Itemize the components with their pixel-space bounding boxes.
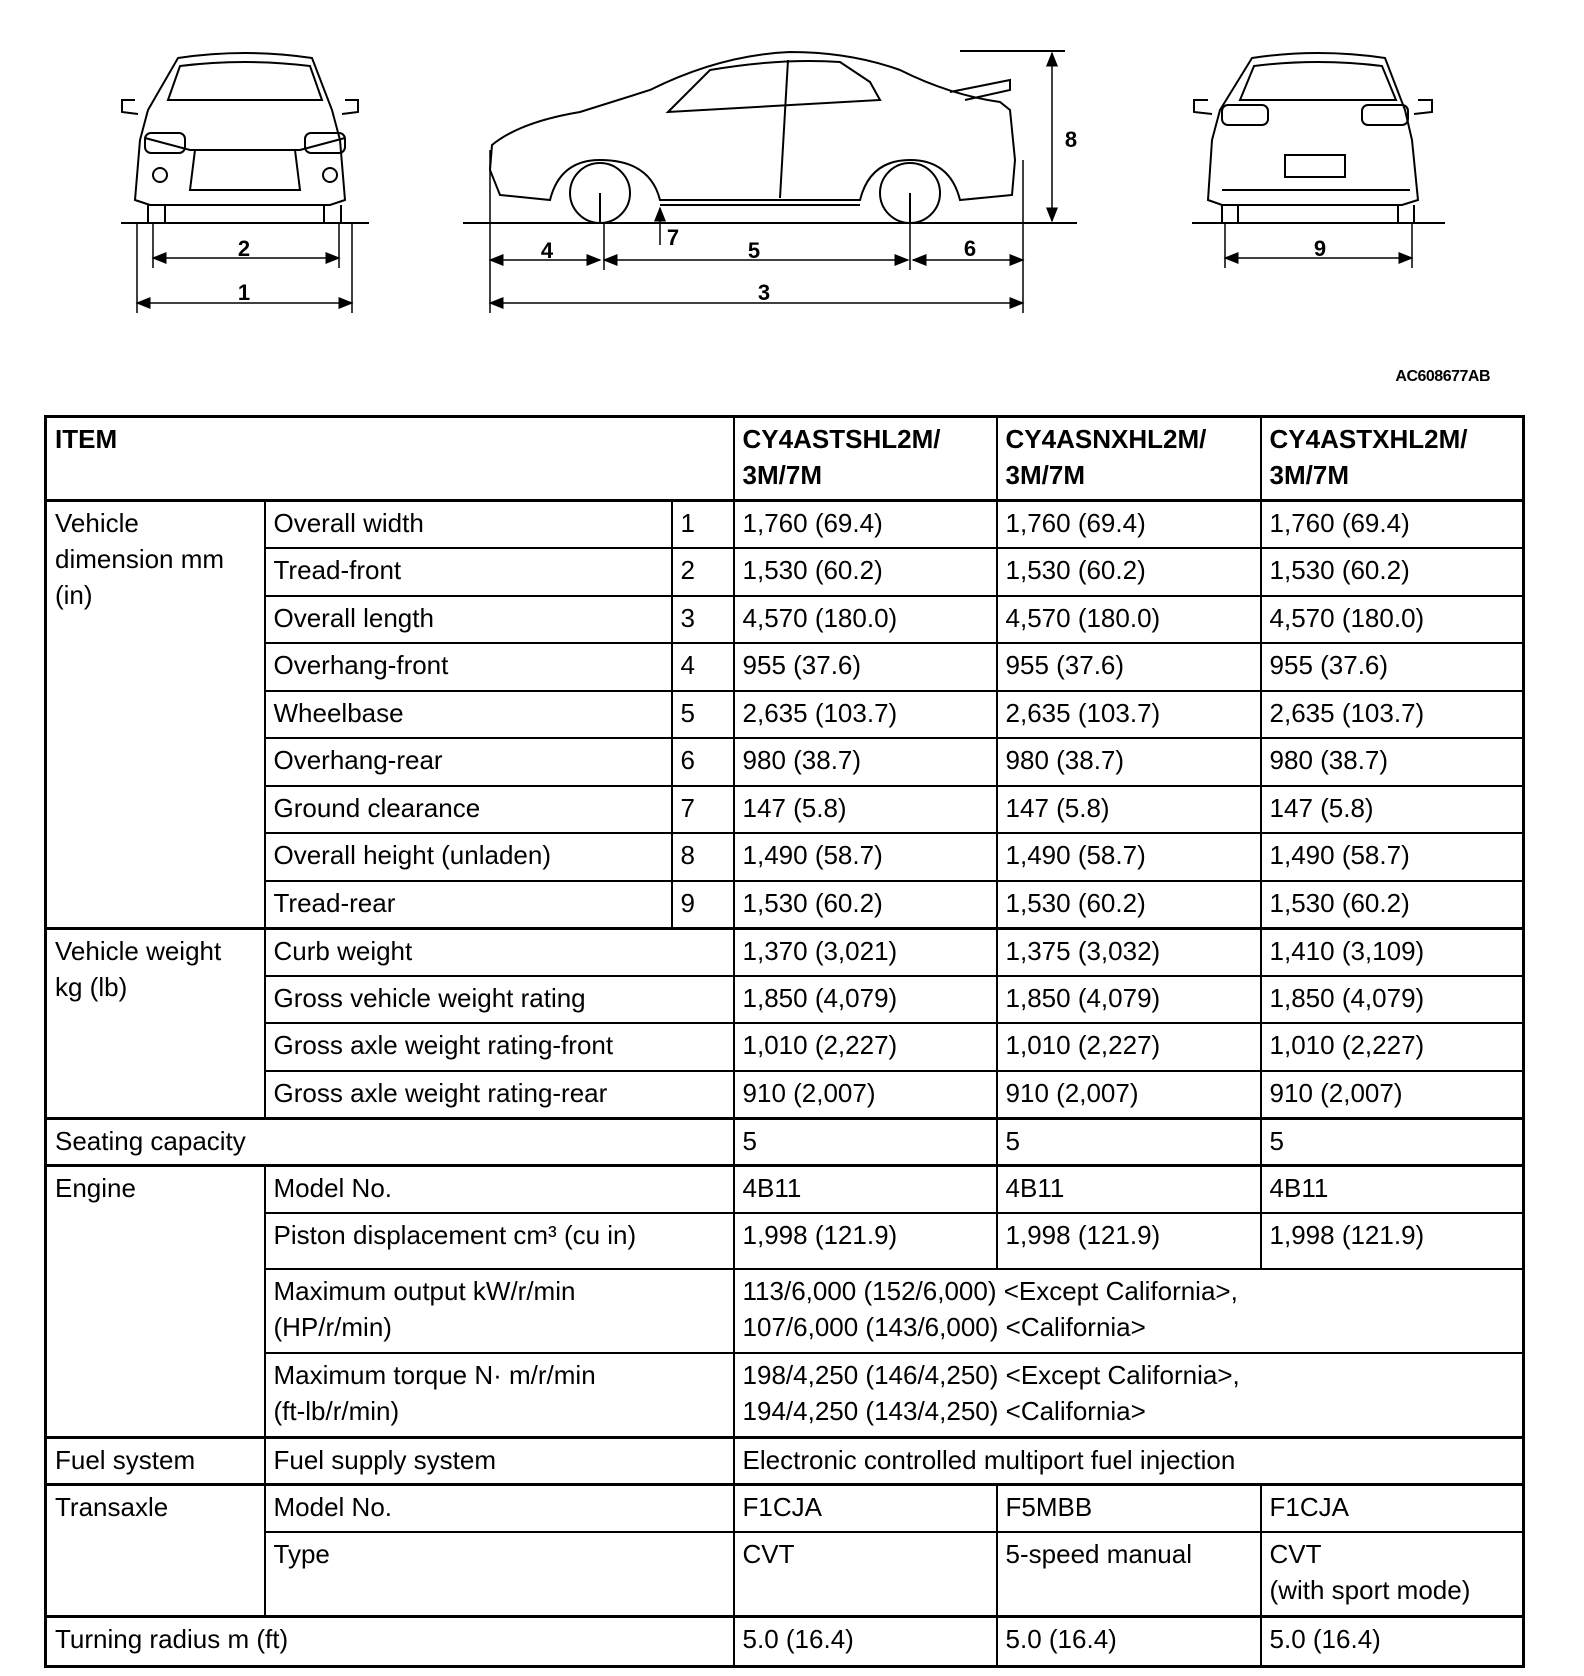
dimension-label-1: 1 [237,280,251,305]
value-cell: 1,530 (60.2) [734,548,997,596]
item-label: Tread-front [265,548,672,596]
table-row [46,596,1524,644]
value-cell: 4B11 [997,1166,1261,1214]
value-cell: 5 [997,1118,1261,1166]
item-label: Overall width [265,501,672,549]
table-row [46,1485,1524,1533]
table-row [46,786,1524,834]
value-cell: F1CJA [734,1485,997,1533]
item-label: Gross axle weight rating-rear [265,1071,734,1119]
value-cell: 955 (37.6) [997,643,1261,691]
value-cell: 980 (38.7) [734,738,997,786]
item-number: 7 [672,786,734,834]
value-cell: 1,010 (2,227) [734,1023,997,1071]
table-row [46,1616,1524,1666]
table-row [46,976,1524,1024]
vehicle-dimension-diagram [0,0,1584,400]
group-label-weight: Vehicle weight kg (lb) [46,928,265,1118]
table-row [46,881,1524,929]
item-label: Tread-rear [265,881,672,929]
table-row [46,548,1524,596]
dimension-label-5: 5 [747,238,761,263]
group-label-dimensions: Vehicle dimension mm (in) [46,501,265,929]
value-cell: 5.0 (16.4) [997,1616,1261,1666]
value-cell: 5-speed manual [997,1532,1261,1616]
value-cell: 147 (5.8) [734,786,997,834]
value-cell: 1,370 (3,021) [734,928,997,976]
value-cell: 1,490 (58.7) [997,833,1261,881]
item-label: Model No. [265,1166,734,1214]
dimension-label-2: 2 [237,236,251,261]
item-label: Maximum output kW/r/min (HP/r/min) [265,1269,734,1353]
item-label: Gross axle weight rating-front [265,1023,734,1071]
item-label: Overhang-rear [265,738,672,786]
value-cell: 5.0 (16.4) [734,1616,997,1666]
value-cell: 1,490 (58.7) [734,833,997,881]
value-cell: 1,760 (69.4) [997,501,1261,549]
item-label: Seating capacity [46,1118,734,1166]
table-row [46,643,1524,691]
value-cell: 1,998 (121.9) [1261,1213,1524,1269]
value-cell: Electronic controlled multiport fuel injection [734,1437,1524,1485]
value-cell: 980 (38.7) [1261,738,1524,786]
value-cell: 147 (5.8) [997,786,1261,834]
item-label: Model No. [265,1485,734,1533]
item-label: Overall height (unladen) [265,833,672,881]
table-row [46,928,1524,976]
model-header: CY4ASNXHL2M/ 3M/7M [997,417,1261,501]
item-label: Type [265,1532,734,1616]
value-cell: F5MBB [997,1485,1261,1533]
value-cell: 2,635 (103.7) [734,691,997,739]
value-cell: CVT [734,1532,997,1616]
table-row [46,1118,1524,1166]
item-number: 2 [672,548,734,596]
value-cell: 1,010 (2,227) [1261,1023,1524,1071]
side-view-drawing [490,52,1015,223]
value-cell: 980 (38.7) [997,738,1261,786]
table-row [46,691,1524,739]
value-cell: 2,635 (103.7) [1261,691,1524,739]
item-number: 6 [672,738,734,786]
item-label: Gross vehicle weight rating [265,976,734,1024]
item-number: 4 [672,643,734,691]
value-cell: 910 (2,007) [734,1071,997,1119]
dimension-label-6: 6 [963,236,977,261]
value-cell: 5.0 (16.4) [1261,1616,1524,1666]
specifications-table [44,415,1525,1668]
value-cell: 1,760 (69.4) [1261,501,1524,549]
value-cell: F1CJA [1261,1485,1524,1533]
value-cell: 198/4,250 (146/4,250) <Except California>, 194/4,250 (143/4,250) <California> [734,1353,1524,1437]
value-cell: 1,375 (3,032) [997,928,1261,976]
value-cell: 1,850 (4,079) [1261,976,1524,1024]
item-number: 5 [672,691,734,739]
item-number: 8 [672,833,734,881]
value-cell: 4,570 (180.0) [1261,596,1524,644]
value-cell: 1,850 (4,079) [997,976,1261,1024]
item-label: Curb weight [265,928,734,976]
value-cell: 4B11 [1261,1166,1524,1214]
value-cell: 5 [1261,1118,1524,1166]
value-cell: 955 (37.6) [734,643,997,691]
item-number: 1 [672,501,734,549]
dimension-label-3: 3 [757,280,771,305]
table-row [46,1023,1524,1071]
item-label: Overall length [265,596,672,644]
model-header: CY4ASTSHL2M/ 3M/7M [734,417,997,501]
item-label: Piston displacement cm³ (cu in) [265,1213,734,1269]
front-view-drawing [122,53,358,223]
table-row [46,1071,1524,1119]
table-row [46,1437,1524,1485]
value-cell: 113/6,000 (152/6,000) <Except California>, 107/6,000 (143/6,000) <California> [734,1269,1524,1353]
value-cell: 4,570 (180.0) [997,596,1261,644]
value-cell: 1,490 (58.7) [1261,833,1524,881]
table-row [46,1213,1524,1269]
value-cell: 1,998 (121.9) [734,1213,997,1269]
table-row [46,833,1524,881]
item-label: Turning radius m (ft) [46,1616,734,1666]
table-row [46,501,1524,549]
group-label-transaxle: Transaxle [46,1485,265,1617]
table-row [46,1166,1524,1214]
table-row [46,417,1524,501]
value-cell: 910 (2,007) [1261,1071,1524,1119]
item-label: Ground clearance [265,786,672,834]
item-label: Fuel supply system [265,1437,734,1485]
table-row [46,738,1524,786]
dimension-label-4: 4 [540,238,554,263]
value-cell: 2,635 (103.7) [997,691,1261,739]
value-cell: 1,010 (2,227) [997,1023,1261,1071]
model-header: CY4ASTXHL2M/ 3M/7M [1261,417,1524,501]
value-cell: 1,850 (4,079) [734,976,997,1024]
value-cell: 1,530 (60.2) [1261,881,1524,929]
dimension-label-7: 7 [666,225,680,250]
item-label: Wheelbase [265,691,672,739]
value-cell: 955 (37.6) [1261,643,1524,691]
value-cell: 910 (2,007) [997,1071,1261,1119]
value-cell: 4B11 [734,1166,997,1214]
table-row [46,1532,1524,1616]
group-label-engine: Engine [46,1166,265,1438]
item-header: ITEM [46,417,734,501]
value-cell: 1,530 (60.2) [997,548,1261,596]
value-cell: 1,998 (121.9) [997,1213,1261,1269]
value-cell: 147 (5.8) [1261,786,1524,834]
item-label: Maximum torque N· m/r/min (ft-lb/r/min) [265,1353,734,1437]
figure-code: AC608677AB [1395,368,1490,385]
dimension-label-9: 9 [1313,236,1327,261]
group-label-fuel: Fuel system [46,1437,265,1485]
item-label: Overhang-front [265,643,672,691]
value-cell: CVT (with sport mode) [1261,1532,1524,1616]
value-cell: 5 [734,1118,997,1166]
value-cell: 1,410 (3,109) [1261,928,1524,976]
table-row [46,1269,1524,1353]
value-cell: 1,760 (69.4) [734,501,997,549]
item-number: 9 [672,881,734,929]
table-row [46,1353,1524,1437]
value-cell: 1,530 (60.2) [734,881,997,929]
dimension-label-8: 8 [1064,127,1078,152]
rear-view-drawing [1194,53,1432,223]
item-number: 3 [672,596,734,644]
value-cell: 4,570 (180.0) [734,596,997,644]
value-cell: 1,530 (60.2) [997,881,1261,929]
value-cell: 1,530 (60.2) [1261,548,1524,596]
